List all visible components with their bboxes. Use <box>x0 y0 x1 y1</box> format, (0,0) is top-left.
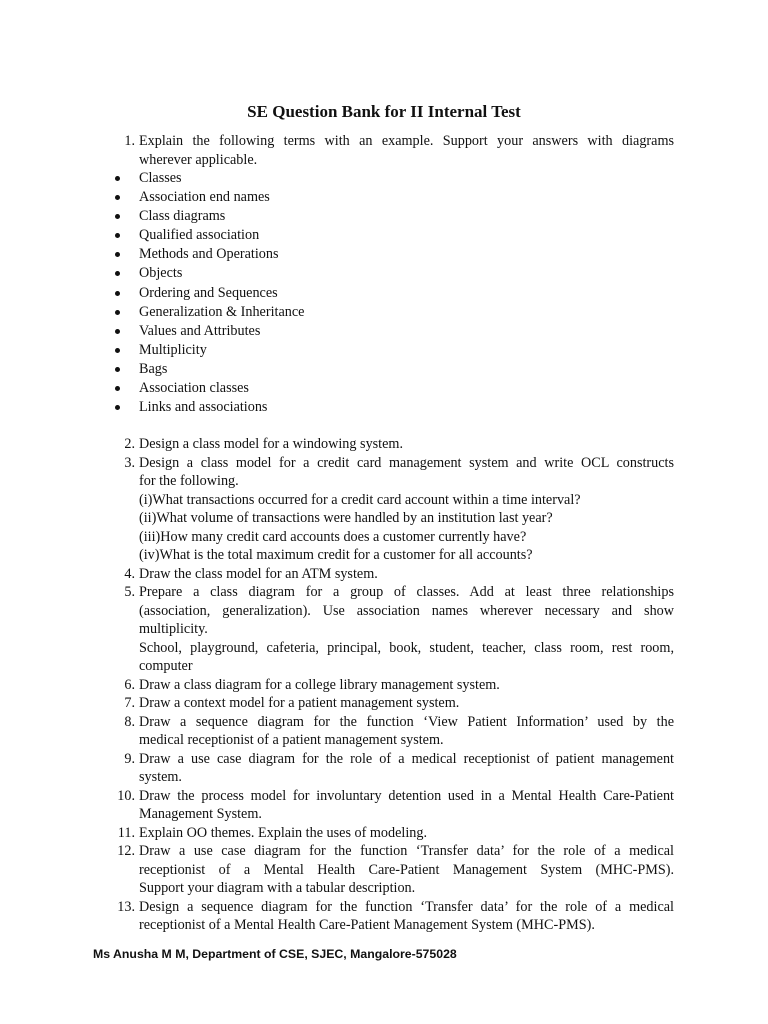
question-text-line: medical receptionist of a patient management system. <box>139 732 444 749</box>
question-text: Draw a class diagram for a college library management system. <box>139 676 500 693</box>
question-number: 13. <box>117 898 135 915</box>
bullet-icon <box>115 386 120 391</box>
list-item <box>105 379 674 398</box>
question-text-line: Draw a use case diagram for the function ‘Transfer data’ for the role of a medical <box>139 843 674 860</box>
term-label: Association end names <box>139 189 270 206</box>
list-item <box>105 226 674 245</box>
list-item <box>105 322 674 341</box>
sub-question: (ii)What volume of transactions were handled by an institution last year? <box>139 510 553 527</box>
question-12 <box>105 842 674 898</box>
question-text-line: Draw a use case diagram for the role of a medical receptionist of patient management <box>139 750 674 767</box>
question-text-line: receptionist of a Mental Health Care-Patient Management System (MHC-PMS). <box>139 917 595 934</box>
question-number: 12. <box>117 843 135 860</box>
list-item <box>105 207 674 226</box>
question-text-line: Explain the following terms with an example. Support your answers with diagrams <box>139 133 674 149</box>
term-label: Links and associations <box>139 399 268 416</box>
term-list <box>105 169 674 417</box>
question-text-line: Design a class model for a credit card management system and write OCL constructs <box>139 454 674 471</box>
bullet-icon <box>115 233 120 238</box>
question-text: Draw the class model for an ATM system. <box>139 565 378 582</box>
bullet-icon <box>115 214 120 219</box>
page-footer: Ms Anusha M M, Department of CSE, SJEC, Mangalore-575028 <box>93 947 457 961</box>
question-3 <box>105 454 674 565</box>
question-text-line: Design a sequence diagram for the function ‘Transfer data’ for the role of a medical <box>139 898 674 915</box>
question-text: Explain OO themes. Explain the uses of modeling. <box>139 824 428 841</box>
bullet-icon <box>115 310 120 315</box>
sub-question: (i)What transactions occurred for a credit card account within a time interval? <box>139 491 581 508</box>
bullet-icon <box>115 367 120 372</box>
list-item <box>105 398 674 417</box>
bullet-icon <box>115 176 120 181</box>
question-7 <box>105 694 674 713</box>
list-item <box>105 303 674 322</box>
question-list <box>105 132 674 935</box>
bullet-icon <box>115 195 120 200</box>
term-label: Values and Attributes <box>139 322 261 339</box>
question-8 <box>105 713 674 750</box>
question-6 <box>105 676 674 695</box>
question-1 <box>105 132 674 169</box>
question-text: Draw a context model for a patient management system. <box>139 695 460 712</box>
sub-question: (iv)What is the total maximum credit for a customer for all accounts? <box>139 547 533 564</box>
list-item <box>105 284 674 303</box>
list-item <box>105 188 674 207</box>
bullet-icon <box>115 405 120 410</box>
question-text-line: Draw the process model for involuntary detention used in a Mental Health Care-Patient <box>139 787 674 804</box>
bullet-icon <box>115 329 120 334</box>
term-label: Classes <box>139 170 182 186</box>
term-label: Generalization & Inheritance <box>139 303 305 320</box>
term-label: Methods and Operations <box>139 246 279 263</box>
question-text: Design a class model for a windowing system. <box>139 436 403 453</box>
question-13 <box>105 898 674 935</box>
list-item <box>105 360 674 379</box>
question-9 <box>105 750 674 787</box>
section-gap <box>105 417 674 435</box>
question-text-line: School, playground, cafeteria, principal, book, student, teacher, class room, rest room, <box>139 639 674 656</box>
question-number: 7. <box>124 695 135 712</box>
term-label: Objects <box>139 265 183 282</box>
question-text-line: for the following. <box>139 473 239 490</box>
term-label: Class diagrams <box>139 208 226 225</box>
question-number: 5. <box>124 584 135 601</box>
term-label: Multiplicity <box>139 341 207 358</box>
question-text-line: wherever applicable. <box>139 151 258 168</box>
question-number: 10. <box>117 787 135 804</box>
question-number: 1. <box>124 133 135 149</box>
question-text-line: Management System. <box>139 806 262 823</box>
question-text-line: multiplicity. <box>139 621 208 638</box>
page-title: SE Question Bank for II Internal Test <box>247 102 521 121</box>
term-label: Ordering and Sequences <box>139 284 278 301</box>
question-number: 11. <box>117 824 135 841</box>
term-label: Association classes <box>139 380 249 397</box>
question-number: 8. <box>124 713 135 730</box>
question-text-line: computer <box>139 658 193 675</box>
question-text-line: Prepare a class diagram for a group of classes. Add at least three relationships <box>139 584 674 601</box>
bullet-icon <box>115 348 120 353</box>
sub-question: (iii)How many credit card accounts does a customer currently have? <box>139 528 527 545</box>
bullet-icon <box>115 291 120 296</box>
question-text-line: (association, generalization). Use association names wherever necessary and show <box>139 602 674 619</box>
question-text-line: Draw a sequence diagram for the function ‘View Patient Information’ used by the <box>139 713 674 730</box>
bullet-icon <box>115 252 120 257</box>
question-2 <box>105 435 674 454</box>
list-item <box>105 169 674 188</box>
question-text-line: Support your diagram with a tabular description. <box>139 880 416 897</box>
question-number: 6. <box>124 676 135 693</box>
question-5 <box>105 583 674 676</box>
question-text-line: system. <box>139 769 182 786</box>
question-number: 3. <box>124 454 135 471</box>
question-text-line: receptionist of a Mental Health Care-Patient Management System (MHC-PMS). <box>139 861 674 878</box>
list-item <box>105 341 674 360</box>
term-label: Qualified association <box>139 227 260 244</box>
question-number: 9. <box>124 750 135 767</box>
list-item <box>105 264 674 283</box>
term-label: Bags <box>139 360 168 377</box>
bullet-icon <box>115 271 120 276</box>
question-number: 2. <box>124 436 135 453</box>
question-11 <box>105 824 674 843</box>
question-10 <box>105 787 674 824</box>
question-4 <box>105 565 674 584</box>
list-item <box>105 245 674 264</box>
question-number: 4. <box>124 565 135 582</box>
